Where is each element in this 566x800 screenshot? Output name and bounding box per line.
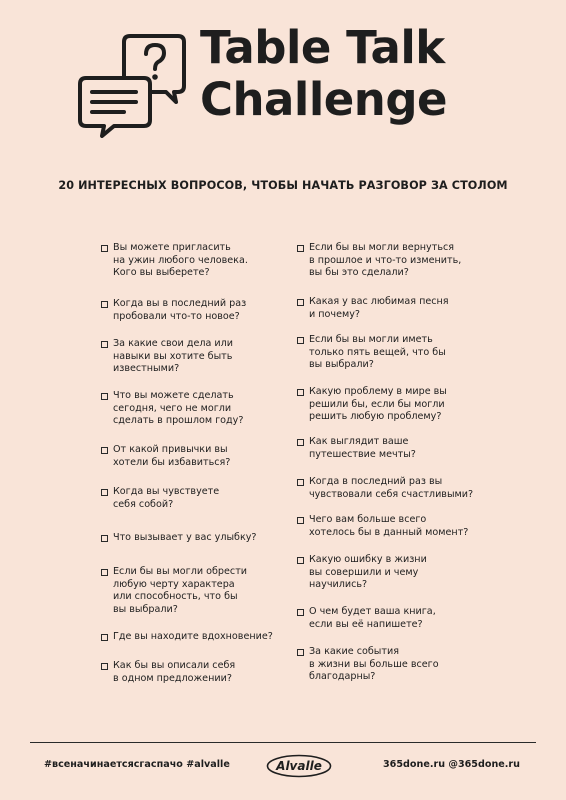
question-item[interactable] (297, 386, 447, 424)
checkbox[interactable] (101, 245, 108, 252)
question-item[interactable] (101, 298, 246, 323)
question-text: Какую проблему в мире вы решили бы, если бы могли решить любую проблему? (309, 386, 447, 422)
checkbox[interactable] (297, 389, 304, 396)
checkbox[interactable] (101, 535, 108, 542)
question-text: Где вы находите вдохновение? (113, 631, 273, 642)
alvalle-logo[interactable] (266, 754, 332, 778)
checkbox[interactable] (297, 609, 304, 616)
page-title (200, 22, 447, 126)
checkbox[interactable] (101, 341, 108, 348)
question-text: Что вызывает у вас улыбку? (113, 532, 257, 543)
footer-hashtags: #всеначинаетсясгаспачо #alvalle (44, 759, 230, 770)
checkbox[interactable] (101, 447, 108, 454)
question-item[interactable] (101, 532, 257, 545)
question-text: Если бы вы могли иметь только пять вещей, что бы вы выбрали? (309, 334, 446, 370)
question-text: Какая у вас любимая песня и почему? (309, 296, 449, 320)
question-text: Чего вам больше всего хотелось бы в данный момент? (309, 514, 469, 538)
question-item[interactable] (297, 334, 446, 372)
question-item[interactable] (101, 242, 248, 280)
checkbox[interactable] (101, 634, 108, 641)
question-item[interactable] (297, 514, 468, 539)
question-text: За какие свои дела или навыки вы хотите быть известными? (113, 338, 234, 374)
checkbox[interactable] (101, 663, 108, 670)
question-text: Когда вы в последний раз пробовали что-то новое? (113, 298, 247, 322)
question-text: Какую ошибку в жизни вы совершили и чему научились? (309, 554, 427, 590)
question-item[interactable] (297, 476, 473, 501)
checkbox[interactable] (297, 337, 304, 344)
question-item[interactable] (297, 436, 416, 461)
question-text: Когда в последний раз вы чувствовали себя счастливыми? (309, 476, 474, 500)
question-text: Вы можете пригласить на ужин любого человека. Кого вы выберете? (113, 242, 248, 278)
chat-question-icon (78, 28, 188, 138)
question-item[interactable] (297, 554, 427, 592)
question-text: От какой привычки вы хотели бы избавиться? (113, 444, 231, 468)
footer-contacts[interactable]: 365done.ru @365done.ru (383, 759, 520, 770)
question-item[interactable] (101, 444, 230, 469)
question-item[interactable] (101, 338, 233, 376)
checkbox[interactable] (101, 393, 108, 400)
question-item[interactable] (297, 242, 461, 280)
subtitle: 20 ИНТЕРЕСНЫХ ВОПРОСОВ, ЧТОБЫ НАЧАТЬ РАЗГОВОР ЗА СТОЛОМ (58, 179, 508, 192)
question-text: За какие события в жизни вы больше всего благодарны? (309, 646, 439, 682)
checkbox[interactable] (101, 489, 108, 496)
checkbox[interactable] (101, 301, 108, 308)
checkbox[interactable] (297, 479, 304, 486)
question-text: Как бы вы описали себя в одном предложении? (113, 660, 236, 684)
question-item[interactable] (297, 606, 436, 631)
question-text: Если бы вы могли обрести любую черту характера или способность, что бы вы выбрали? (113, 566, 248, 615)
question-text: Когда вы чувствуете себя собой? (113, 486, 220, 510)
title-line-2: Challenge (200, 73, 448, 126)
question-text: Что вы можете сделать сегодня, чего не могли сделать в прошлом году? (113, 390, 244, 426)
question-text: Как выглядит ваше путешествие мечты? (309, 436, 416, 460)
question-item[interactable] (297, 646, 439, 684)
question-text: О чем будет ваша книга, если вы её напишете? (309, 606, 436, 630)
footer-divider (30, 742, 536, 743)
question-item[interactable] (101, 486, 219, 511)
question-item[interactable] (101, 390, 243, 428)
question-text: Если бы вы могли вернуться в прошлое и что-то изменить, вы бы это сделали? (309, 242, 462, 278)
question-item[interactable] (101, 631, 273, 644)
question-item[interactable] (101, 566, 247, 616)
checkbox[interactable] (297, 439, 304, 446)
checkbox[interactable] (297, 245, 304, 252)
question-item[interactable] (101, 660, 235, 685)
checkbox[interactable] (297, 299, 304, 306)
question-item[interactable] (297, 296, 449, 321)
checkbox[interactable] (297, 517, 304, 524)
checkbox[interactable] (101, 569, 108, 576)
checkbox[interactable] (297, 649, 304, 656)
checkbox[interactable] (297, 557, 304, 564)
title-line-1: Table Talk (200, 21, 445, 74)
logo-text: Alvalle (276, 759, 322, 773)
